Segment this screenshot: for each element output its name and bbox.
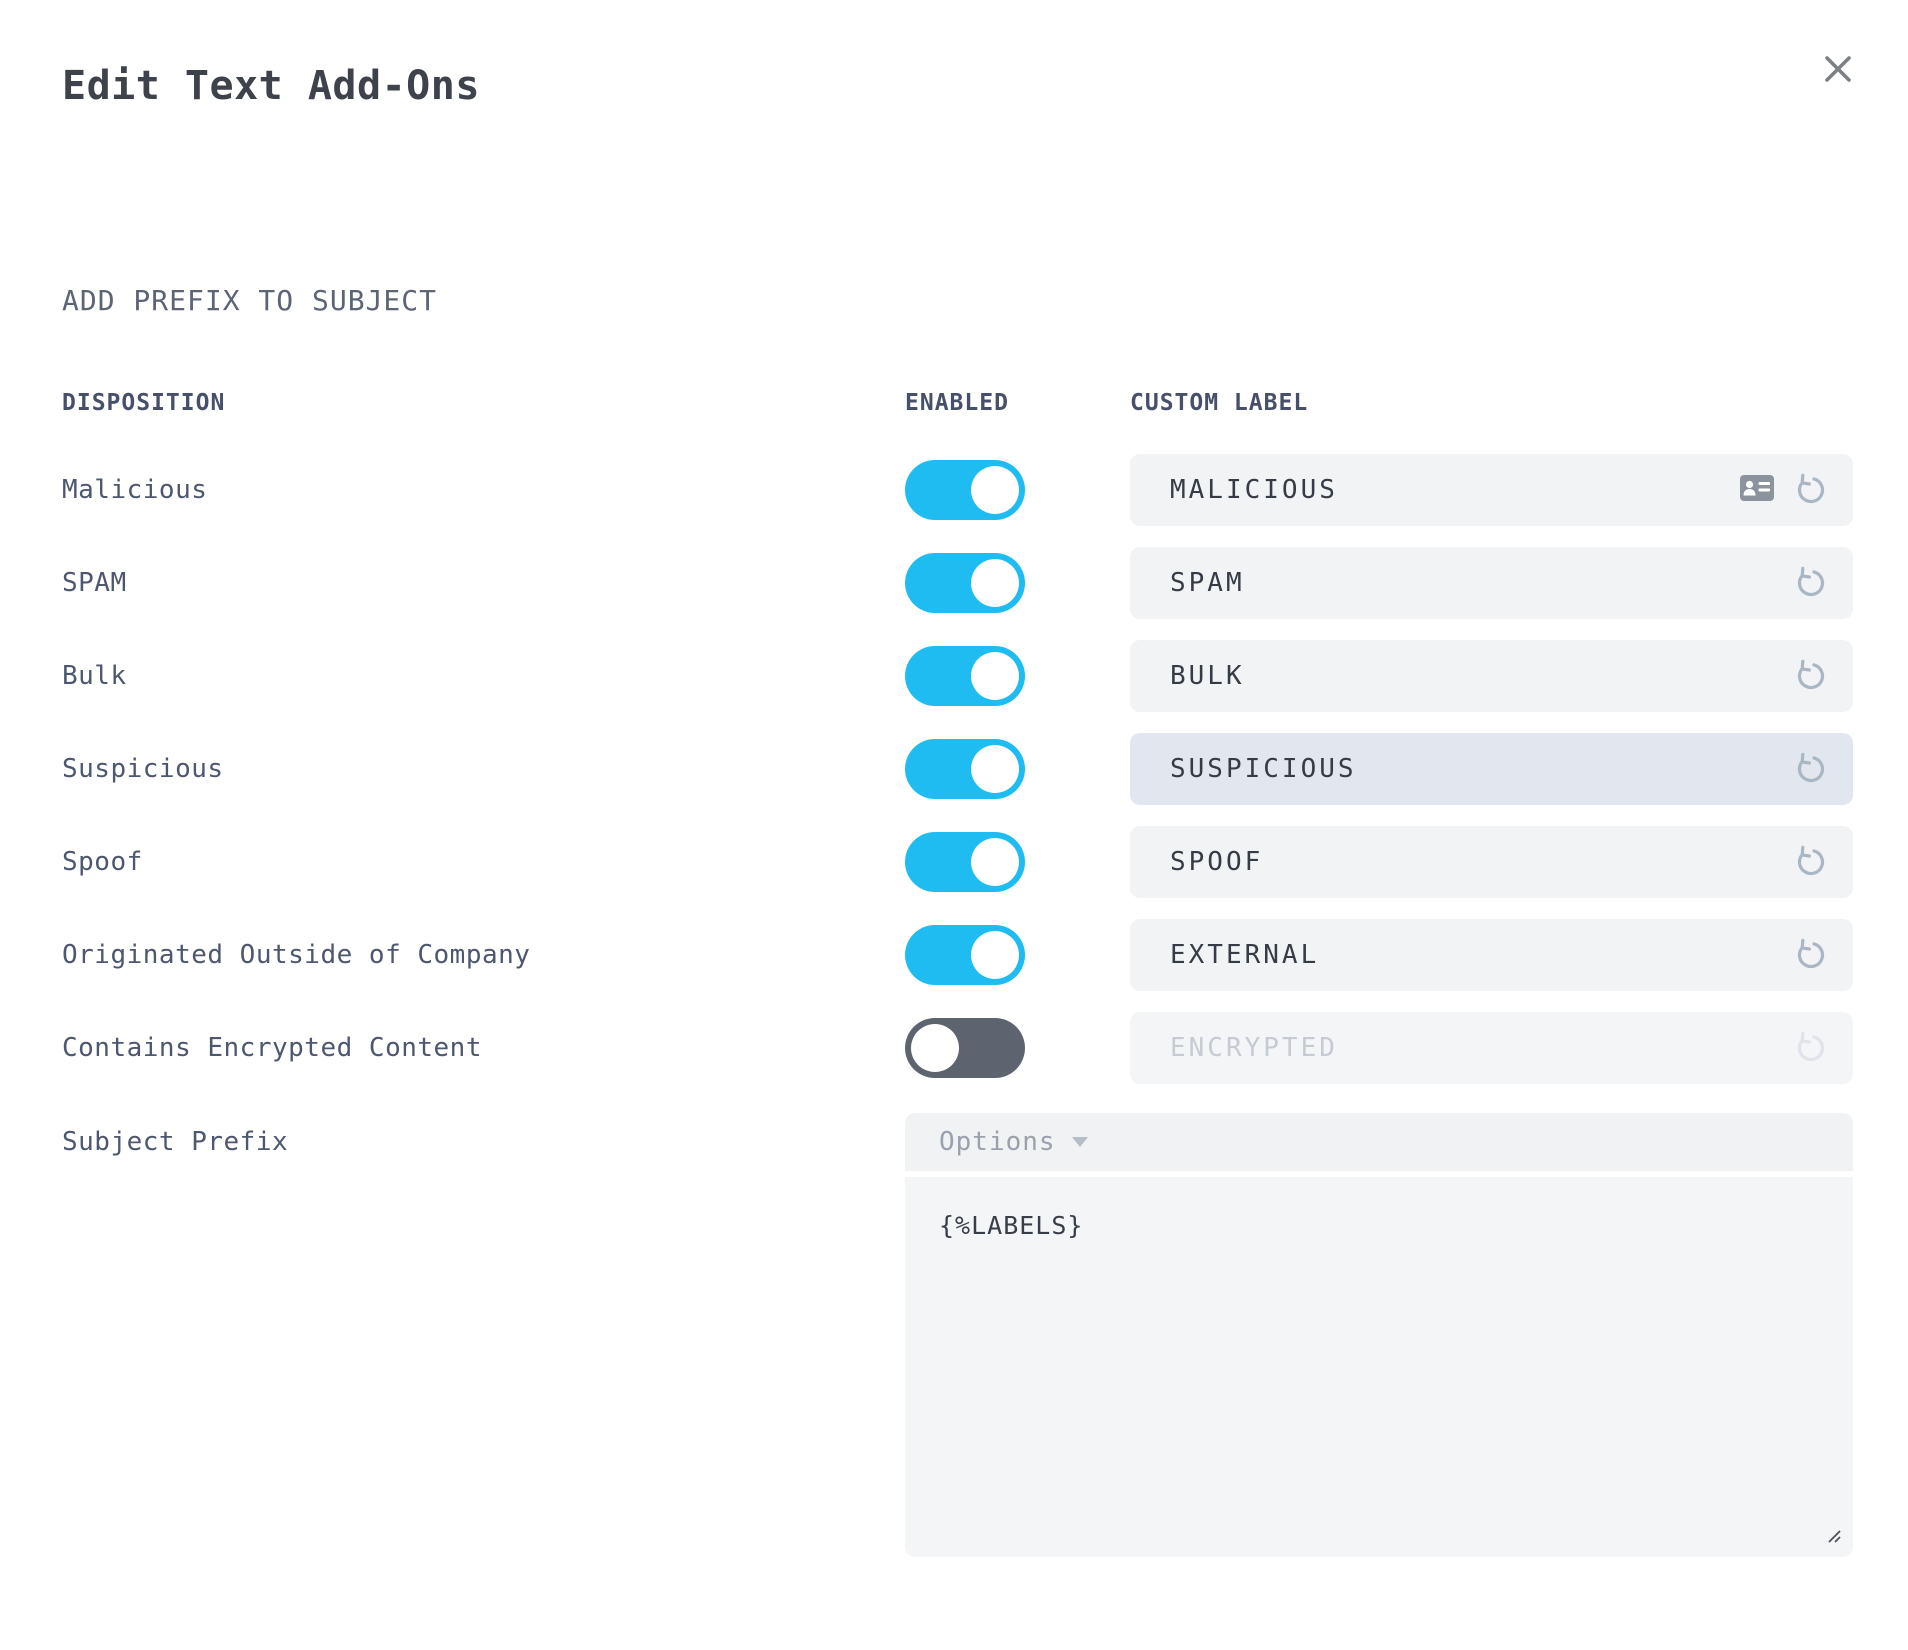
custom-label-input-encrypted bbox=[1130, 1012, 1853, 1084]
disposition-label-spam: SPAM bbox=[62, 568, 127, 598]
custom-label-value: SPOOF bbox=[1170, 847, 1264, 877]
toggle-knob bbox=[971, 838, 1019, 886]
custom-label-value: EXTERNAL bbox=[1170, 940, 1320, 970]
disposition-rows bbox=[62, 454, 1853, 1084]
toggle-bulk[interactable] bbox=[905, 646, 1025, 706]
reset-icon[interactable] bbox=[1793, 937, 1829, 973]
subject-prefix-row bbox=[62, 1113, 1853, 1557]
toggle-encrypted[interactable] bbox=[905, 1018, 1025, 1078]
reset-icon[interactable] bbox=[1793, 751, 1829, 787]
custom-label-value: SPAM bbox=[1170, 568, 1245, 598]
toggle-knob bbox=[971, 559, 1019, 607]
disposition-label-bulk: Bulk bbox=[62, 661, 127, 691]
custom-label-input-spoof[interactable] bbox=[1130, 826, 1853, 898]
subject-prefix-editor bbox=[905, 1113, 1853, 1557]
reset-icon[interactable] bbox=[1793, 658, 1829, 694]
column-header-disposition: DISPOSITION bbox=[62, 390, 226, 416]
custom-label-value: BULK bbox=[1170, 661, 1245, 691]
toggle-malicious[interactable] bbox=[905, 460, 1025, 520]
toggle-knob bbox=[911, 1024, 959, 1072]
toggle-external[interactable] bbox=[905, 925, 1025, 985]
custom-label-input-malicious[interactable] bbox=[1130, 454, 1853, 526]
table-row bbox=[62, 454, 1853, 526]
disposition-label-malicious: Malicious bbox=[62, 475, 208, 505]
reset-icon bbox=[1793, 1030, 1829, 1066]
custom-label-value: MALICIOUS bbox=[1170, 475, 1338, 505]
table-header bbox=[62, 390, 1853, 416]
subject-prefix-label: Subject Prefix bbox=[62, 1127, 289, 1157]
subject-prefix-value: {%LABELS} bbox=[939, 1211, 1084, 1240]
disposition-label-spoof: Spoof bbox=[62, 847, 143, 877]
reset-icon[interactable] bbox=[1793, 844, 1829, 880]
disposition-label-encrypted: Contains Encrypted Content bbox=[62, 1033, 482, 1063]
reset-icon[interactable] bbox=[1793, 565, 1829, 601]
table-row bbox=[62, 733, 1853, 805]
contact-card-icon[interactable] bbox=[1739, 474, 1775, 506]
page-title: Edit Text Add-Ons bbox=[62, 63, 480, 109]
reset-icon[interactable] bbox=[1793, 472, 1829, 508]
toggle-knob bbox=[971, 652, 1019, 700]
table-row bbox=[62, 547, 1853, 619]
column-header-custom-label: CUSTOM LABEL bbox=[1130, 390, 1309, 416]
toggle-knob bbox=[971, 745, 1019, 793]
resize-handle-icon[interactable] bbox=[1825, 1527, 1843, 1549]
disposition-label-suspicious: Suspicious bbox=[62, 754, 224, 784]
toggle-suspicious[interactable] bbox=[905, 739, 1025, 799]
close-icon bbox=[1822, 53, 1854, 88]
table-row bbox=[62, 1012, 1853, 1084]
chevron-down-icon bbox=[1072, 1137, 1088, 1147]
column-header-enabled: ENABLED bbox=[905, 390, 1009, 416]
section-heading: ADD PREFIX TO SUBJECT bbox=[62, 284, 438, 317]
custom-label-input-external[interactable] bbox=[1130, 919, 1853, 991]
options-dropdown[interactable] bbox=[905, 1113, 1853, 1171]
options-dropdown-label: Options bbox=[939, 1127, 1056, 1157]
custom-label-input-spam[interactable] bbox=[1130, 547, 1853, 619]
custom-label-input-bulk[interactable] bbox=[1130, 640, 1853, 712]
subject-prefix-textarea[interactable] bbox=[905, 1177, 1853, 1557]
close-button[interactable] bbox=[1816, 48, 1860, 92]
disposition-label-external: Originated Outside of Company bbox=[62, 940, 531, 970]
table-row bbox=[62, 640, 1853, 712]
custom-label-value: SUSPICIOUS bbox=[1170, 754, 1357, 784]
toggle-knob bbox=[971, 931, 1019, 979]
table-row bbox=[62, 919, 1853, 991]
table-row bbox=[62, 826, 1853, 898]
toggle-knob bbox=[971, 466, 1019, 514]
custom-label-value: ENCRYPTED bbox=[1170, 1033, 1338, 1063]
toggle-spoof[interactable] bbox=[905, 832, 1025, 892]
toggle-spam[interactable] bbox=[905, 553, 1025, 613]
custom-label-input-suspicious[interactable] bbox=[1130, 733, 1853, 805]
